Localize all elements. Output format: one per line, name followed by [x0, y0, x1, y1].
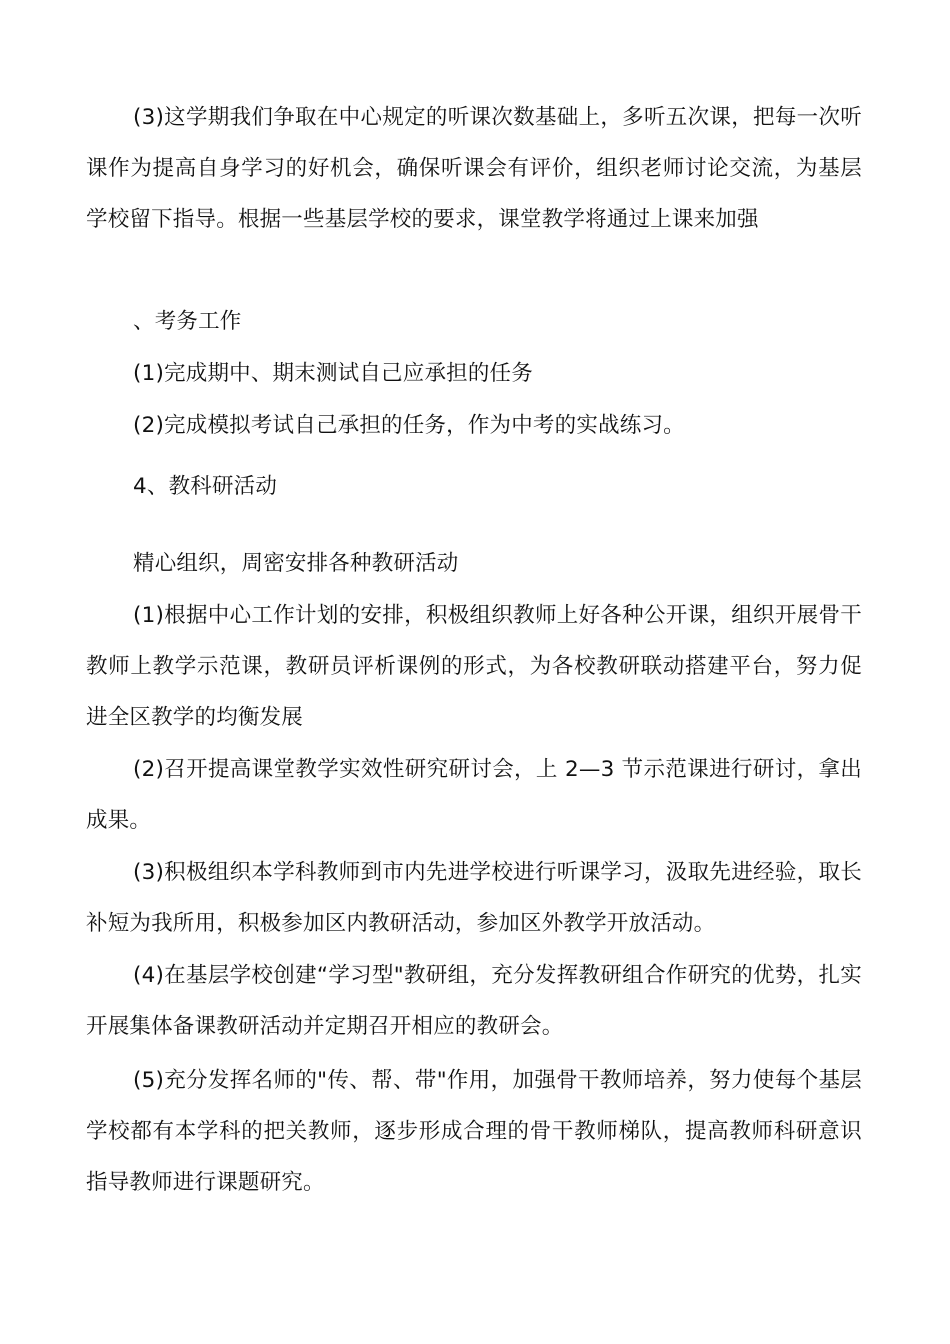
- paragraph-mock-exam-tasks: (2)完成模拟考试自己承担的任务，作为中考的实战练习。: [133, 413, 685, 438]
- paragraph-open-classes: (1)根据中心工作计划的安排，积极组织教师上好各种公开课，组织开展骨干教师上教学示范课，教研员评析课例的形式，为各校教研联动搭建平台，努力促进全区教学的均衡发展: [86, 603, 862, 730]
- paragraph-learning-groups: (4)在基层学校创建“学习型"教研组，充分发挥教研组合作研究的优势，扎实开展集体备课教研活动并定期召开相应的教研会。: [86, 963, 862, 1039]
- paragraph-master-teachers: (5)充分发挥名师的"传、帮、带"作用，加强骨干教师培养，努力使每个基层学校都有本学科的把关教师，逐步形成合理的骨干教师梯队，提高教师科研意识指导教师进行课题研究。: [86, 1068, 862, 1195]
- paragraph-observation-plan: (3)这学期我们争取在中心规定的听课次数基础上，多听五次课，把每一次听课作为提高自身学习的好机会，确保听课会有评价，组织老师讨论交流，为基层学校留下指导。根据一些基层学校的要求，课堂教学将通过上课来加强: [86, 105, 862, 232]
- paragraph-visit-schools: (3)积极组织本学科教师到市内先进学校进行听课学习，汲取先进经验，取长补短为我所用，积极参加区内教研活动，参加区外教学开放活动。: [86, 860, 862, 936]
- paragraph-midterm-final-tasks: (1)完成期中、期末测试自己应承担的任务: [133, 361, 533, 386]
- paragraph-seminar: (2)召开提高课堂教学实效性研究研讨会，上 2—3 节示范课进行研讨，拿出成果。: [86, 757, 862, 833]
- paragraph-research-intro: 精心组织，周密安排各种教研活动: [133, 551, 459, 576]
- section-heading-research-activities: 4、教科研活动: [133, 474, 278, 499]
- section-heading-exam-affairs: 、考务工作: [133, 309, 242, 334]
